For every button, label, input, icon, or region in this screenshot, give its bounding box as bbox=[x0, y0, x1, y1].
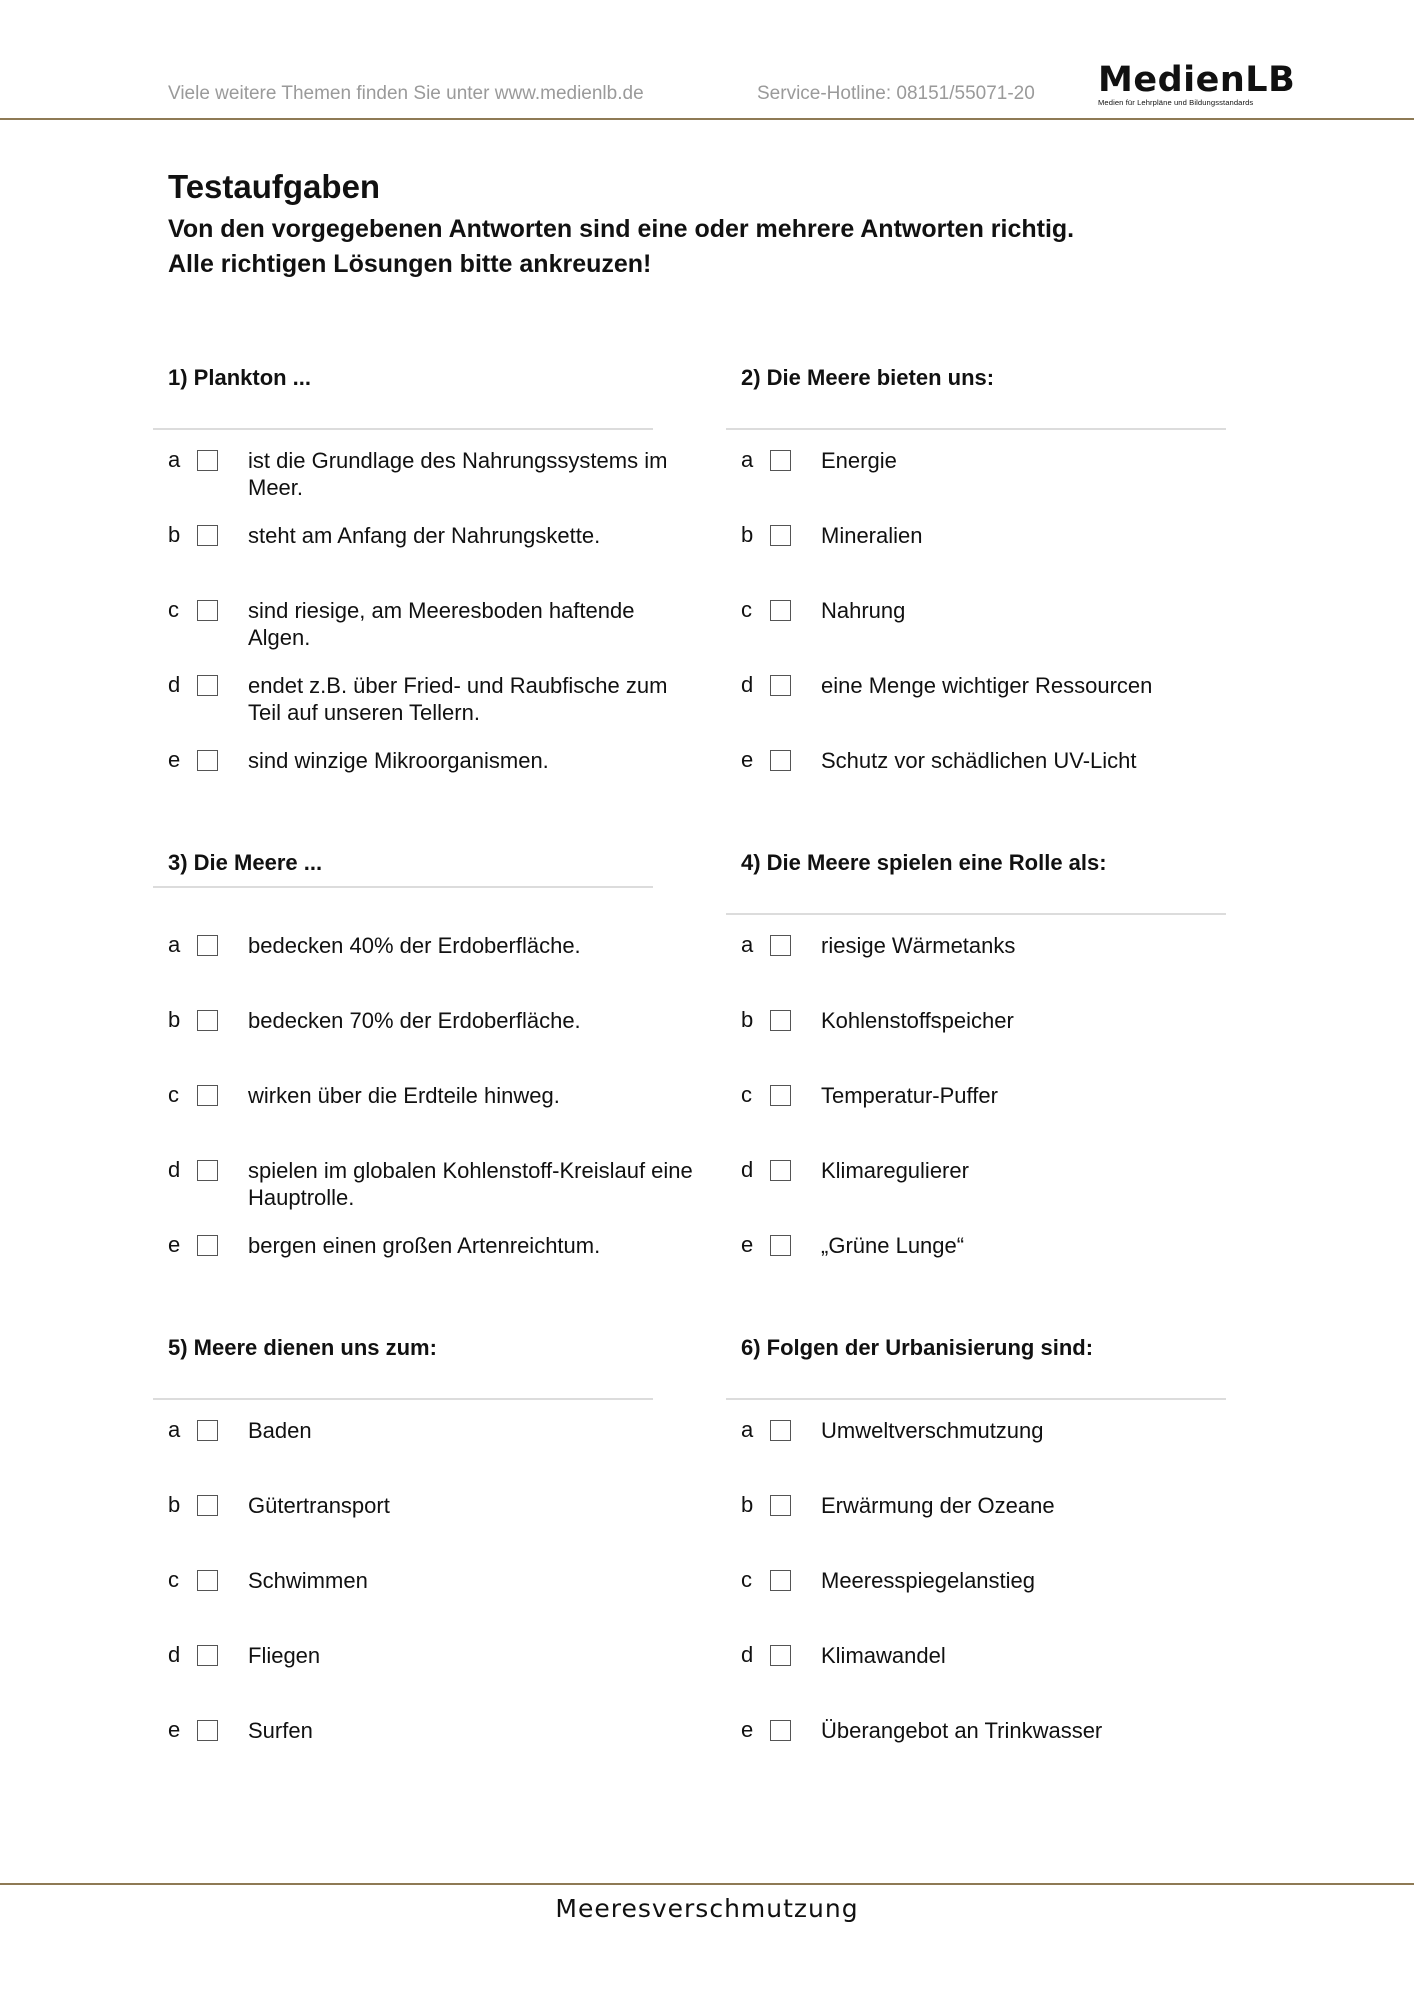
answer-checkbox[interactable] bbox=[197, 1235, 218, 1256]
option-text: ist die Grundlage des Nahrungssystems im Meer. bbox=[248, 448, 668, 500]
option-letter: c bbox=[741, 597, 752, 622]
option-text: Schwimmen bbox=[248, 1568, 368, 1593]
answer-checkbox[interactable] bbox=[770, 450, 791, 471]
instructions bbox=[168, 212, 1074, 282]
option-text: Überangebot an Trinkwasser bbox=[821, 1718, 1103, 1743]
instruction-line: Von den vorgegebenen Antworten sind eine oder mehrere Antworten richtig. bbox=[168, 215, 1075, 243]
header-divider bbox=[0, 118, 1414, 120]
option-text: Surfen bbox=[248, 1718, 313, 1743]
answer-checkbox[interactable] bbox=[197, 1160, 218, 1181]
option-text: steht am Anfang der Nahrungskette. bbox=[248, 523, 601, 548]
option-text: Meeresspiegelanstieg bbox=[821, 1568, 1036, 1593]
answer-checkbox[interactable] bbox=[770, 1720, 791, 1741]
footer-topic: Meeresverschmutzung bbox=[555, 1894, 859, 1923]
header-hotline: Service-Hotline: 08151/55071-20 bbox=[757, 83, 1035, 104]
page-title: Testaufgaben bbox=[168, 168, 381, 205]
answer-checkbox[interactable] bbox=[770, 1235, 791, 1256]
option-letter: e bbox=[168, 747, 181, 772]
option-text: Klimawandel bbox=[821, 1643, 946, 1668]
logo-subtitle: Medien für Lehrpläne und Bildungsstandards bbox=[1098, 98, 1254, 107]
option-letter: d bbox=[168, 1642, 181, 1667]
option-letter: b bbox=[741, 1007, 754, 1032]
question-divider bbox=[153, 1398, 653, 1400]
answer-checkbox[interactable] bbox=[197, 1570, 218, 1591]
option-letter: c bbox=[741, 1082, 752, 1107]
question-divider bbox=[726, 1398, 1226, 1400]
option-letter: b bbox=[168, 1007, 181, 1032]
option-letter: a bbox=[168, 1417, 181, 1442]
option-letter: a bbox=[168, 932, 181, 957]
option-letter: c bbox=[168, 597, 179, 622]
option-text: „Grüne Lunge“ bbox=[821, 1233, 965, 1258]
option-letter: e bbox=[741, 747, 754, 772]
option-text: Kohlenstoffspeicher bbox=[821, 1008, 1014, 1033]
option-letter: d bbox=[168, 672, 181, 697]
medienlb-logo bbox=[1098, 60, 1296, 107]
option-letter: a bbox=[741, 447, 754, 472]
option-text: riesige Wärmetanks bbox=[821, 933, 1016, 958]
answer-checkbox[interactable] bbox=[770, 935, 791, 956]
option-letter: e bbox=[168, 1232, 181, 1257]
answer-checkbox[interactable] bbox=[770, 1160, 791, 1181]
option-text: Schutz vor schädlichen UV-Licht bbox=[821, 748, 1137, 773]
option-text: Klimaregulierer bbox=[821, 1158, 969, 1183]
option-letter: c bbox=[168, 1082, 179, 1107]
answer-checkbox[interactable] bbox=[197, 1085, 218, 1106]
option-letter: b bbox=[168, 522, 181, 547]
question-divider bbox=[726, 428, 1226, 430]
option-letter: a bbox=[741, 932, 754, 957]
option-text: Fliegen bbox=[248, 1643, 321, 1668]
question-title: 3) Die Meere ... bbox=[168, 850, 323, 875]
option-letter: e bbox=[168, 1717, 181, 1742]
question-divider bbox=[153, 886, 653, 888]
option-letter: d bbox=[741, 1642, 754, 1667]
footer-divider bbox=[0, 1883, 1414, 1885]
option-letter: e bbox=[741, 1717, 754, 1742]
option-text: bergen einen großen Artenreichtum. bbox=[248, 1233, 601, 1258]
question-divider bbox=[153, 428, 653, 430]
answer-checkbox[interactable] bbox=[197, 675, 218, 696]
question-divider bbox=[726, 913, 1226, 915]
option-letter: d bbox=[741, 1157, 754, 1182]
option-text: Baden bbox=[248, 1418, 312, 1443]
option-letter: c bbox=[168, 1567, 179, 1592]
question-title: 2) Die Meere bieten uns: bbox=[741, 365, 995, 390]
answer-checkbox[interactable] bbox=[770, 675, 791, 696]
question-title: 1) Plankton ... bbox=[168, 365, 312, 390]
option-letter: a bbox=[741, 1417, 754, 1442]
instruction-line: Alle richtigen Lösungen bitte ankreuzen! bbox=[168, 250, 652, 278]
answer-checkbox[interactable] bbox=[197, 750, 218, 771]
option-letter: d bbox=[168, 1157, 181, 1182]
answer-checkbox[interactable] bbox=[197, 1720, 218, 1741]
question-title: 4) Die Meere spielen eine Rolle als: bbox=[741, 850, 1107, 875]
option-letter: a bbox=[168, 447, 181, 472]
answer-checkbox[interactable] bbox=[197, 1010, 218, 1031]
answer-checkbox[interactable] bbox=[770, 750, 791, 771]
option-text: sind riesige, am Meeresboden haftende Algen. bbox=[248, 598, 635, 650]
answer-checkbox[interactable] bbox=[770, 525, 791, 546]
option-text: spielen im globalen Kohlenstoff-Kreislauf eine Hauptrolle. bbox=[248, 1158, 693, 1210]
answer-checkbox[interactable] bbox=[770, 1010, 791, 1031]
answer-checkbox[interactable] bbox=[197, 600, 218, 621]
option-text: Energie bbox=[821, 448, 897, 473]
answer-checkbox[interactable] bbox=[770, 1420, 791, 1441]
option-text: Mineralien bbox=[821, 523, 923, 548]
answer-checkbox[interactable] bbox=[770, 600, 791, 621]
option-letter: e bbox=[741, 1232, 754, 1257]
option-letter: b bbox=[741, 522, 754, 547]
option-text: wirken über die Erdteile hinweg. bbox=[248, 1083, 560, 1108]
answer-checkbox[interactable] bbox=[197, 935, 218, 956]
option-text: bedecken 70% der Erdoberfläche. bbox=[248, 1008, 581, 1033]
option-text: eine Menge wichtiger Ressourcen bbox=[821, 673, 1153, 698]
answer-checkbox[interactable] bbox=[770, 1570, 791, 1591]
answer-checkbox[interactable] bbox=[197, 1495, 218, 1516]
answer-checkbox[interactable] bbox=[197, 525, 218, 546]
option-letter: b bbox=[741, 1492, 754, 1517]
question-title: 6) Folgen der Urbanisierung sind: bbox=[741, 1335, 1094, 1360]
option-text: endet z.B. über Fried- und Raubfische zum Teil auf unseren Tellern. bbox=[248, 673, 668, 725]
option-text: Umweltverschmutzung bbox=[821, 1418, 1044, 1443]
option-letter: c bbox=[741, 1567, 752, 1592]
answer-checkbox[interactable] bbox=[197, 1645, 218, 1666]
answer-checkbox[interactable] bbox=[770, 1085, 791, 1106]
option-letter: d bbox=[741, 672, 754, 697]
option-text: Temperatur-Puffer bbox=[821, 1083, 998, 1108]
answer-checkbox[interactable] bbox=[770, 1645, 791, 1666]
logo-text: MedienLB bbox=[1098, 60, 1296, 100]
option-text: bedecken 40% der Erdoberfläche. bbox=[248, 933, 581, 958]
option-text: Nahrung bbox=[821, 598, 906, 623]
answer-checkbox[interactable] bbox=[770, 1495, 791, 1516]
header-website-text: Viele weitere Themen finden Sie unter www.medienlb.de bbox=[168, 83, 644, 104]
option-letter: b bbox=[168, 1492, 181, 1517]
question-title: 5) Meere dienen uns zum: bbox=[168, 1335, 437, 1360]
option-text: sind winzige Mikroorganismen. bbox=[248, 748, 549, 773]
answer-checkbox[interactable] bbox=[197, 1420, 218, 1441]
option-text: Erwärmung der Ozeane bbox=[821, 1493, 1055, 1518]
option-text: Gütertransport bbox=[248, 1493, 390, 1518]
answer-checkbox[interactable] bbox=[197, 450, 218, 471]
